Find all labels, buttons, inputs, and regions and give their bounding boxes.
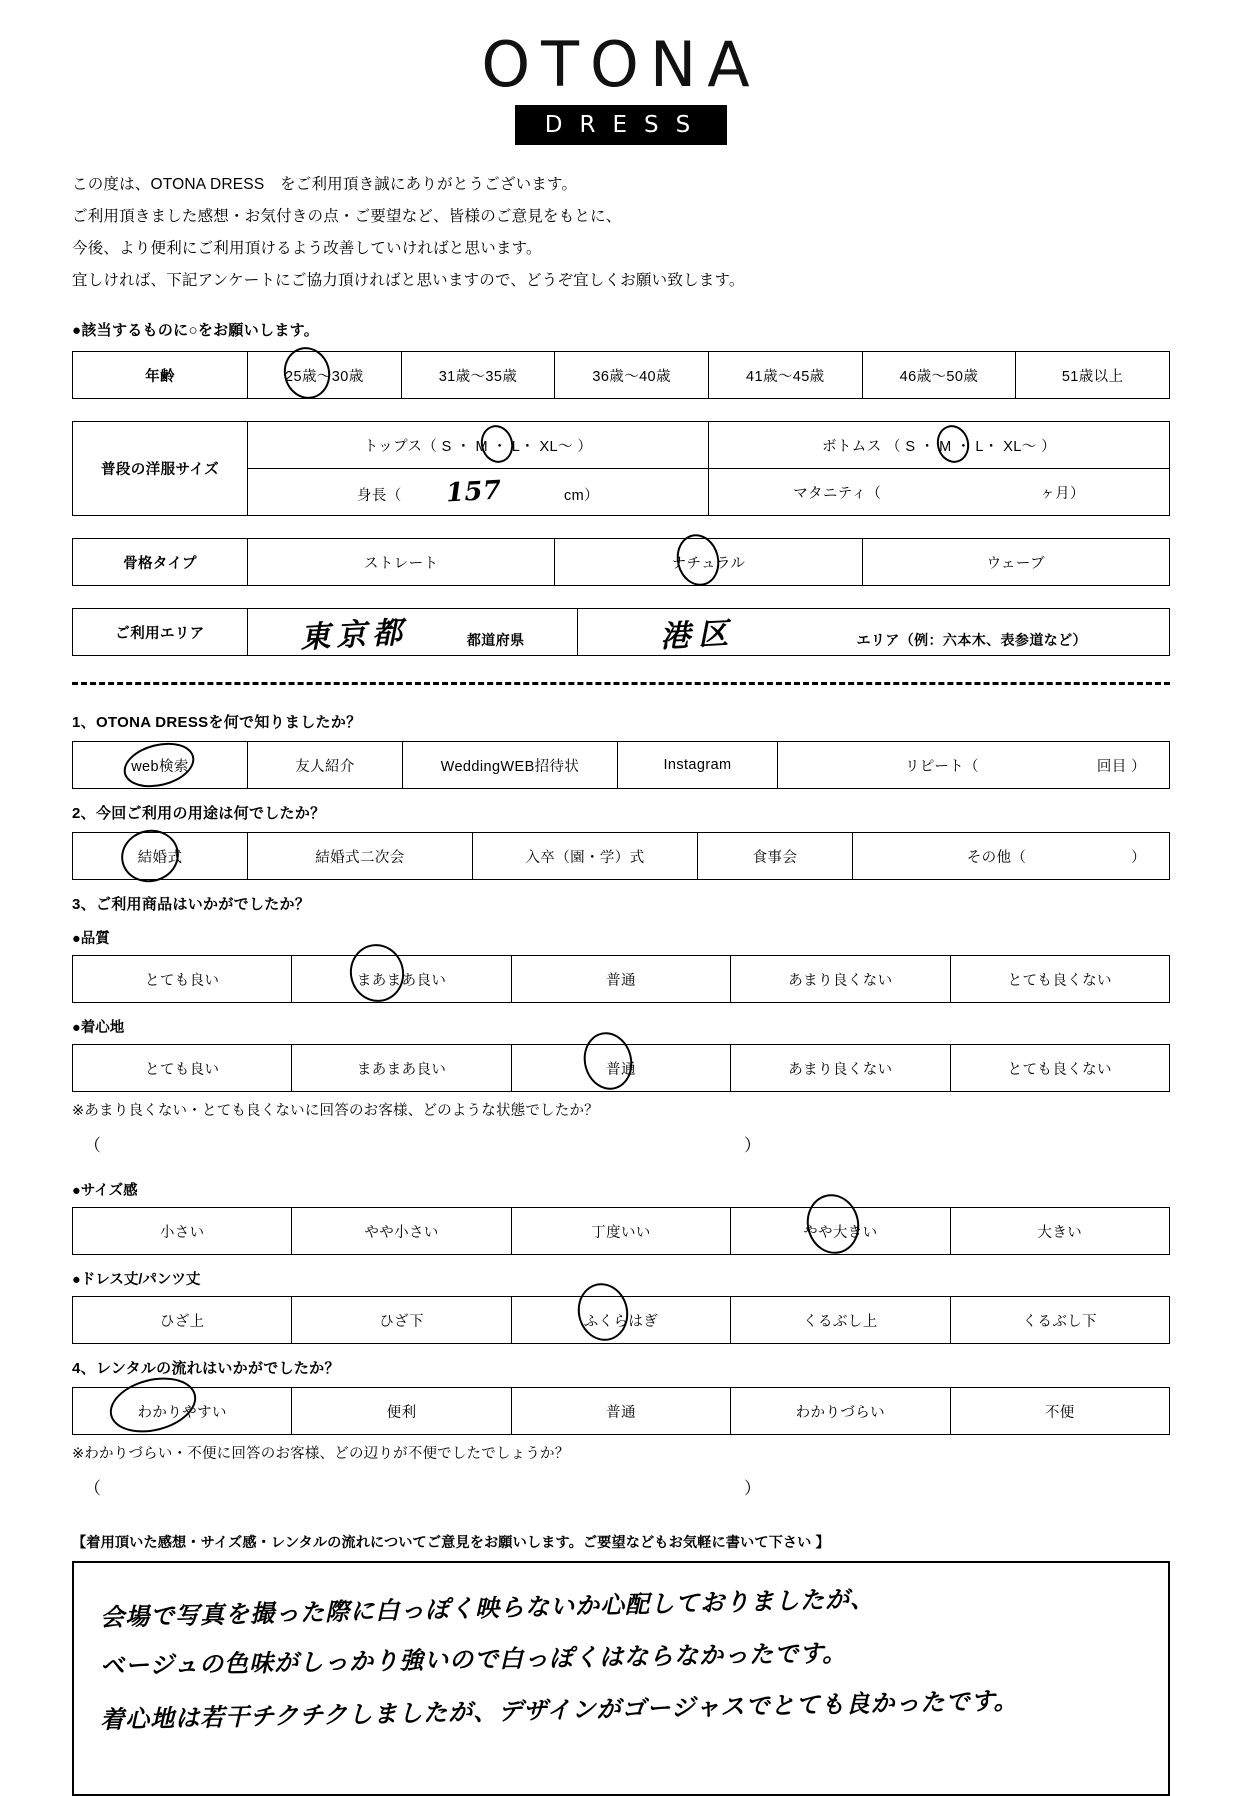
comment-head: 【着用頂いた感想・サイズ感・レンタルの流れについてご意見をお願いします。ご要望などもお気軽に書いて下さい 】 (72, 1535, 830, 1552)
comment-line-2: ベージュの色味がしっかり強いので白っぽくはならなかったです。 (99, 1638, 848, 1681)
q2-option-after-party[interactable]: 結婚式二次会 (248, 833, 473, 880)
comment-line-3: 着心地は若干チクチクしましたが、デザインがゴージャスでとても良かったです。 (99, 1685, 1019, 1735)
quality-option-not-good[interactable]: あまり良くない (731, 956, 950, 1003)
comfort-option-normal[interactable] (511, 1045, 730, 1092)
height-cell[interactable] (248, 469, 709, 516)
q3-comfort-answer-row[interactable] (84, 1131, 1170, 1157)
table-row (73, 422, 1170, 469)
area-table (72, 608, 1170, 656)
q3-quality-head: ●品質 (72, 931, 110, 948)
q2-option-wedding[interactable] (73, 833, 248, 880)
quality-option-very-bad[interactable]: とても良くない (950, 956, 1169, 1003)
age-option-25-30[interactable] (248, 352, 402, 399)
table-row (73, 833, 1170, 880)
table-row (73, 1388, 1170, 1435)
q1-repeat-label: リピート（ (904, 758, 979, 775)
skeleton-option-wave[interactable]: ウェーブ (862, 539, 1169, 586)
size-option-small[interactable]: 小さい (73, 1208, 292, 1255)
q4-option-hard[interactable]: わかりづらい (731, 1388, 950, 1435)
height-label-pre: 身長（ (356, 488, 402, 505)
q3-size-feel-head: ●サイズ感 (72, 1183, 138, 1200)
q1-repeat-count-label: 回目 ） (1096, 758, 1146, 775)
intro-line-1: この度は、OTONA DRESS をご利用頂き誠にありがとうございます。 (72, 176, 578, 193)
q3-title: 3、ご利用商品はいかがでしたか？ (72, 896, 311, 914)
q1-option-label: web検索 (131, 758, 189, 775)
table-row (73, 609, 1170, 656)
skeleton-type-table (72, 538, 1170, 586)
q3-comfort-table (72, 1044, 1170, 1092)
q1-option-repeat[interactable] (778, 742, 1170, 789)
quality-option-normal[interactable]: 普通 (511, 956, 730, 1003)
age-option-51-plus[interactable]: 51歳以上 (1016, 352, 1170, 399)
q3-comfort-note: ※あまり良くない・とても良くないに回答のお客様、どのような状態でしたか？ (72, 1103, 599, 1120)
q2-other-close: ） (1131, 849, 1146, 866)
prefecture-value: 東京都 (299, 615, 410, 657)
q2-option-ceremony[interactable]: 入卒（園・学）式 (473, 833, 698, 880)
logo-otona-text: OTONA (481, 28, 761, 101)
size-option-just-right[interactable]: 丁度いい (511, 1208, 730, 1255)
q3-quality-table (72, 955, 1170, 1003)
bottoms-size-label: ボトムス （ S ・ M ・ L・ XL～ ） (822, 438, 1056, 455)
city-value: 港区 (659, 616, 738, 656)
height-label-post: cm） (564, 488, 600, 505)
table-row (73, 1297, 1170, 1344)
table-row (73, 352, 1170, 399)
q1-title: 1、OTONA DRESSを何で知りましたか？ (72, 714, 362, 732)
tops-size-cell[interactable] (248, 422, 709, 469)
area-label: ご利用エリア (73, 609, 248, 656)
skeleton-option-natural[interactable] (555, 539, 862, 586)
quality-option-label: まあまあ良い (356, 972, 447, 989)
quality-option-fairly-good[interactable] (292, 956, 511, 1003)
comment-box[interactable] (72, 1561, 1170, 1796)
q4-option-label: わかりやすい (137, 1404, 227, 1421)
age-option-46-50[interactable]: 46歳～50歳 (862, 352, 1016, 399)
q2-option-meal[interactable]: 食事会 (698, 833, 853, 880)
maternity-cell[interactable] (709, 469, 1170, 516)
q1-option-friend[interactable]: 友人紹介 (248, 742, 403, 789)
size-option-label: やや大きい (803, 1224, 878, 1241)
comfort-option-not-good[interactable]: あまり良くない (731, 1045, 950, 1092)
q1-table (72, 741, 1170, 789)
section-divider (72, 682, 1170, 685)
q4-table (72, 1387, 1170, 1435)
q3-length-head: ●ドレス丈/パンツ丈 (72, 1272, 201, 1289)
city-area-cell[interactable] (578, 609, 1170, 656)
prefecture-cell[interactable] (248, 609, 578, 656)
prefecture-caption: 都道府県 (466, 632, 525, 649)
q4-option-normal[interactable]: 普通 (511, 1388, 730, 1435)
maternity-label-post: ヶ月） (1040, 485, 1085, 502)
maternity-label-pre: マタニティ（ (793, 485, 882, 502)
length-option-above-knee[interactable]: ひざ上 (73, 1297, 292, 1344)
q2-other-label: その他（ (966, 849, 1027, 866)
age-option-36-40[interactable]: 36歳～40歳 (555, 352, 709, 399)
length-option-calf[interactable] (511, 1297, 730, 1344)
comfort-option-label: 普通 (606, 1061, 636, 1078)
skeleton-option-straight[interactable]: ストレート (248, 539, 555, 586)
paren-open: （ (84, 1136, 101, 1156)
quality-option-very-good[interactable]: とても良い (73, 956, 292, 1003)
q1-option-wedding-web[interactable]: WeddingWEB招待状 (403, 742, 618, 789)
intro-line-3: 今後、より便利にご利用頂けるよう改善していければと思います。 (72, 240, 542, 258)
q4-option-easy[interactable] (73, 1388, 292, 1435)
size-option-large[interactable]: 大きい (950, 1208, 1169, 1255)
comfort-option-very-good[interactable]: とても良い (73, 1045, 292, 1092)
logo-dress-text: DRESS (515, 105, 727, 145)
age-option-41-45[interactable]: 41歳～45歳 (708, 352, 862, 399)
comfort-option-very-bad[interactable]: とても良くない (950, 1045, 1169, 1092)
q4-option-inconvenient[interactable]: 不便 (950, 1388, 1169, 1435)
q3-size-feel-table (72, 1207, 1170, 1255)
table-row (73, 1208, 1170, 1255)
age-option-31-35[interactable]: 31歳～35歳 (401, 352, 555, 399)
q1-option-instagram[interactable]: Instagram (618, 742, 778, 789)
comfort-option-fairly-good[interactable]: まあまあ良い (292, 1045, 511, 1092)
age-table (72, 351, 1170, 399)
intro-line-2: ご利用頂きました感想・お気付きの点・ご要望など、皆様のご意見をもとに、 (72, 208, 622, 226)
paren-open: （ (84, 1479, 101, 1499)
length-option-below-knee[interactable]: ひざ下 (292, 1297, 511, 1344)
area-caption: エリア（例：六本木、表参道など） (856, 632, 1087, 649)
intro-paragraph (72, 169, 1170, 297)
q2-option-label: 結婚式 (137, 849, 183, 866)
clothing-size-label: 普段の洋服サイズ (73, 422, 248, 516)
tops-size-label: トップス（ S ・ M ・ L・ XL～ ） (363, 438, 593, 455)
q4-option-convenient[interactable]: 便利 (292, 1388, 511, 1435)
height-value: 157 (445, 475, 503, 509)
table-row (73, 539, 1170, 586)
q2-option-other[interactable] (853, 833, 1170, 880)
q1-option-web-search[interactable] (73, 742, 248, 789)
size-option-slightly-small[interactable]: やや小さい (292, 1208, 511, 1255)
intro-line-4: 宜しければ、下記アンケートにご協力頂ければと思いますので、どうぞ宜しくお願い致します。 (72, 272, 745, 290)
size-option-slightly-large[interactable] (731, 1208, 950, 1255)
age-option-label: 25歳～30歳 (285, 368, 364, 385)
q3-length-table (72, 1296, 1170, 1344)
q2-table (72, 832, 1170, 880)
skeleton-option-label: ナチュラル (671, 555, 746, 572)
bottoms-size-cell[interactable] (709, 422, 1170, 469)
q4-answer-row[interactable] (84, 1474, 1170, 1500)
length-option-below-ankle[interactable]: くるぶし下 (950, 1297, 1169, 1344)
age-label: 年齢 (73, 352, 248, 399)
brand-logo (72, 0, 1170, 145)
q3-comfort-head: ●着心地 (72, 1020, 125, 1037)
q2-title: 2、今回ご利用の用途は何でしたか？ (72, 805, 326, 823)
circle-instruction: ●該当するものに○をお願いします。 (72, 322, 320, 340)
q4-title: 4、レンタルの流れはいかがでしたか？ (72, 1360, 340, 1378)
table-row (73, 956, 1170, 1003)
paren-close: ） (744, 1479, 761, 1499)
table-row (73, 1045, 1170, 1092)
q4-note: ※わかりづらい・不便に回答のお客様、どの辺りが不便でしたでしょうか？ (72, 1446, 570, 1463)
paren-close: ） (744, 1136, 761, 1156)
table-row (73, 742, 1170, 789)
length-option-label: ふくらはぎ (583, 1313, 659, 1330)
skeleton-type-label: 骨格タイプ (73, 539, 248, 586)
clothing-size-table (72, 421, 1170, 516)
length-option-above-ankle[interactable]: くるぶし上 (731, 1297, 950, 1344)
comment-line-1: 会場で写真を撮った際に白っぽく映らないか心配しておりましたが、 (99, 1584, 876, 1633)
